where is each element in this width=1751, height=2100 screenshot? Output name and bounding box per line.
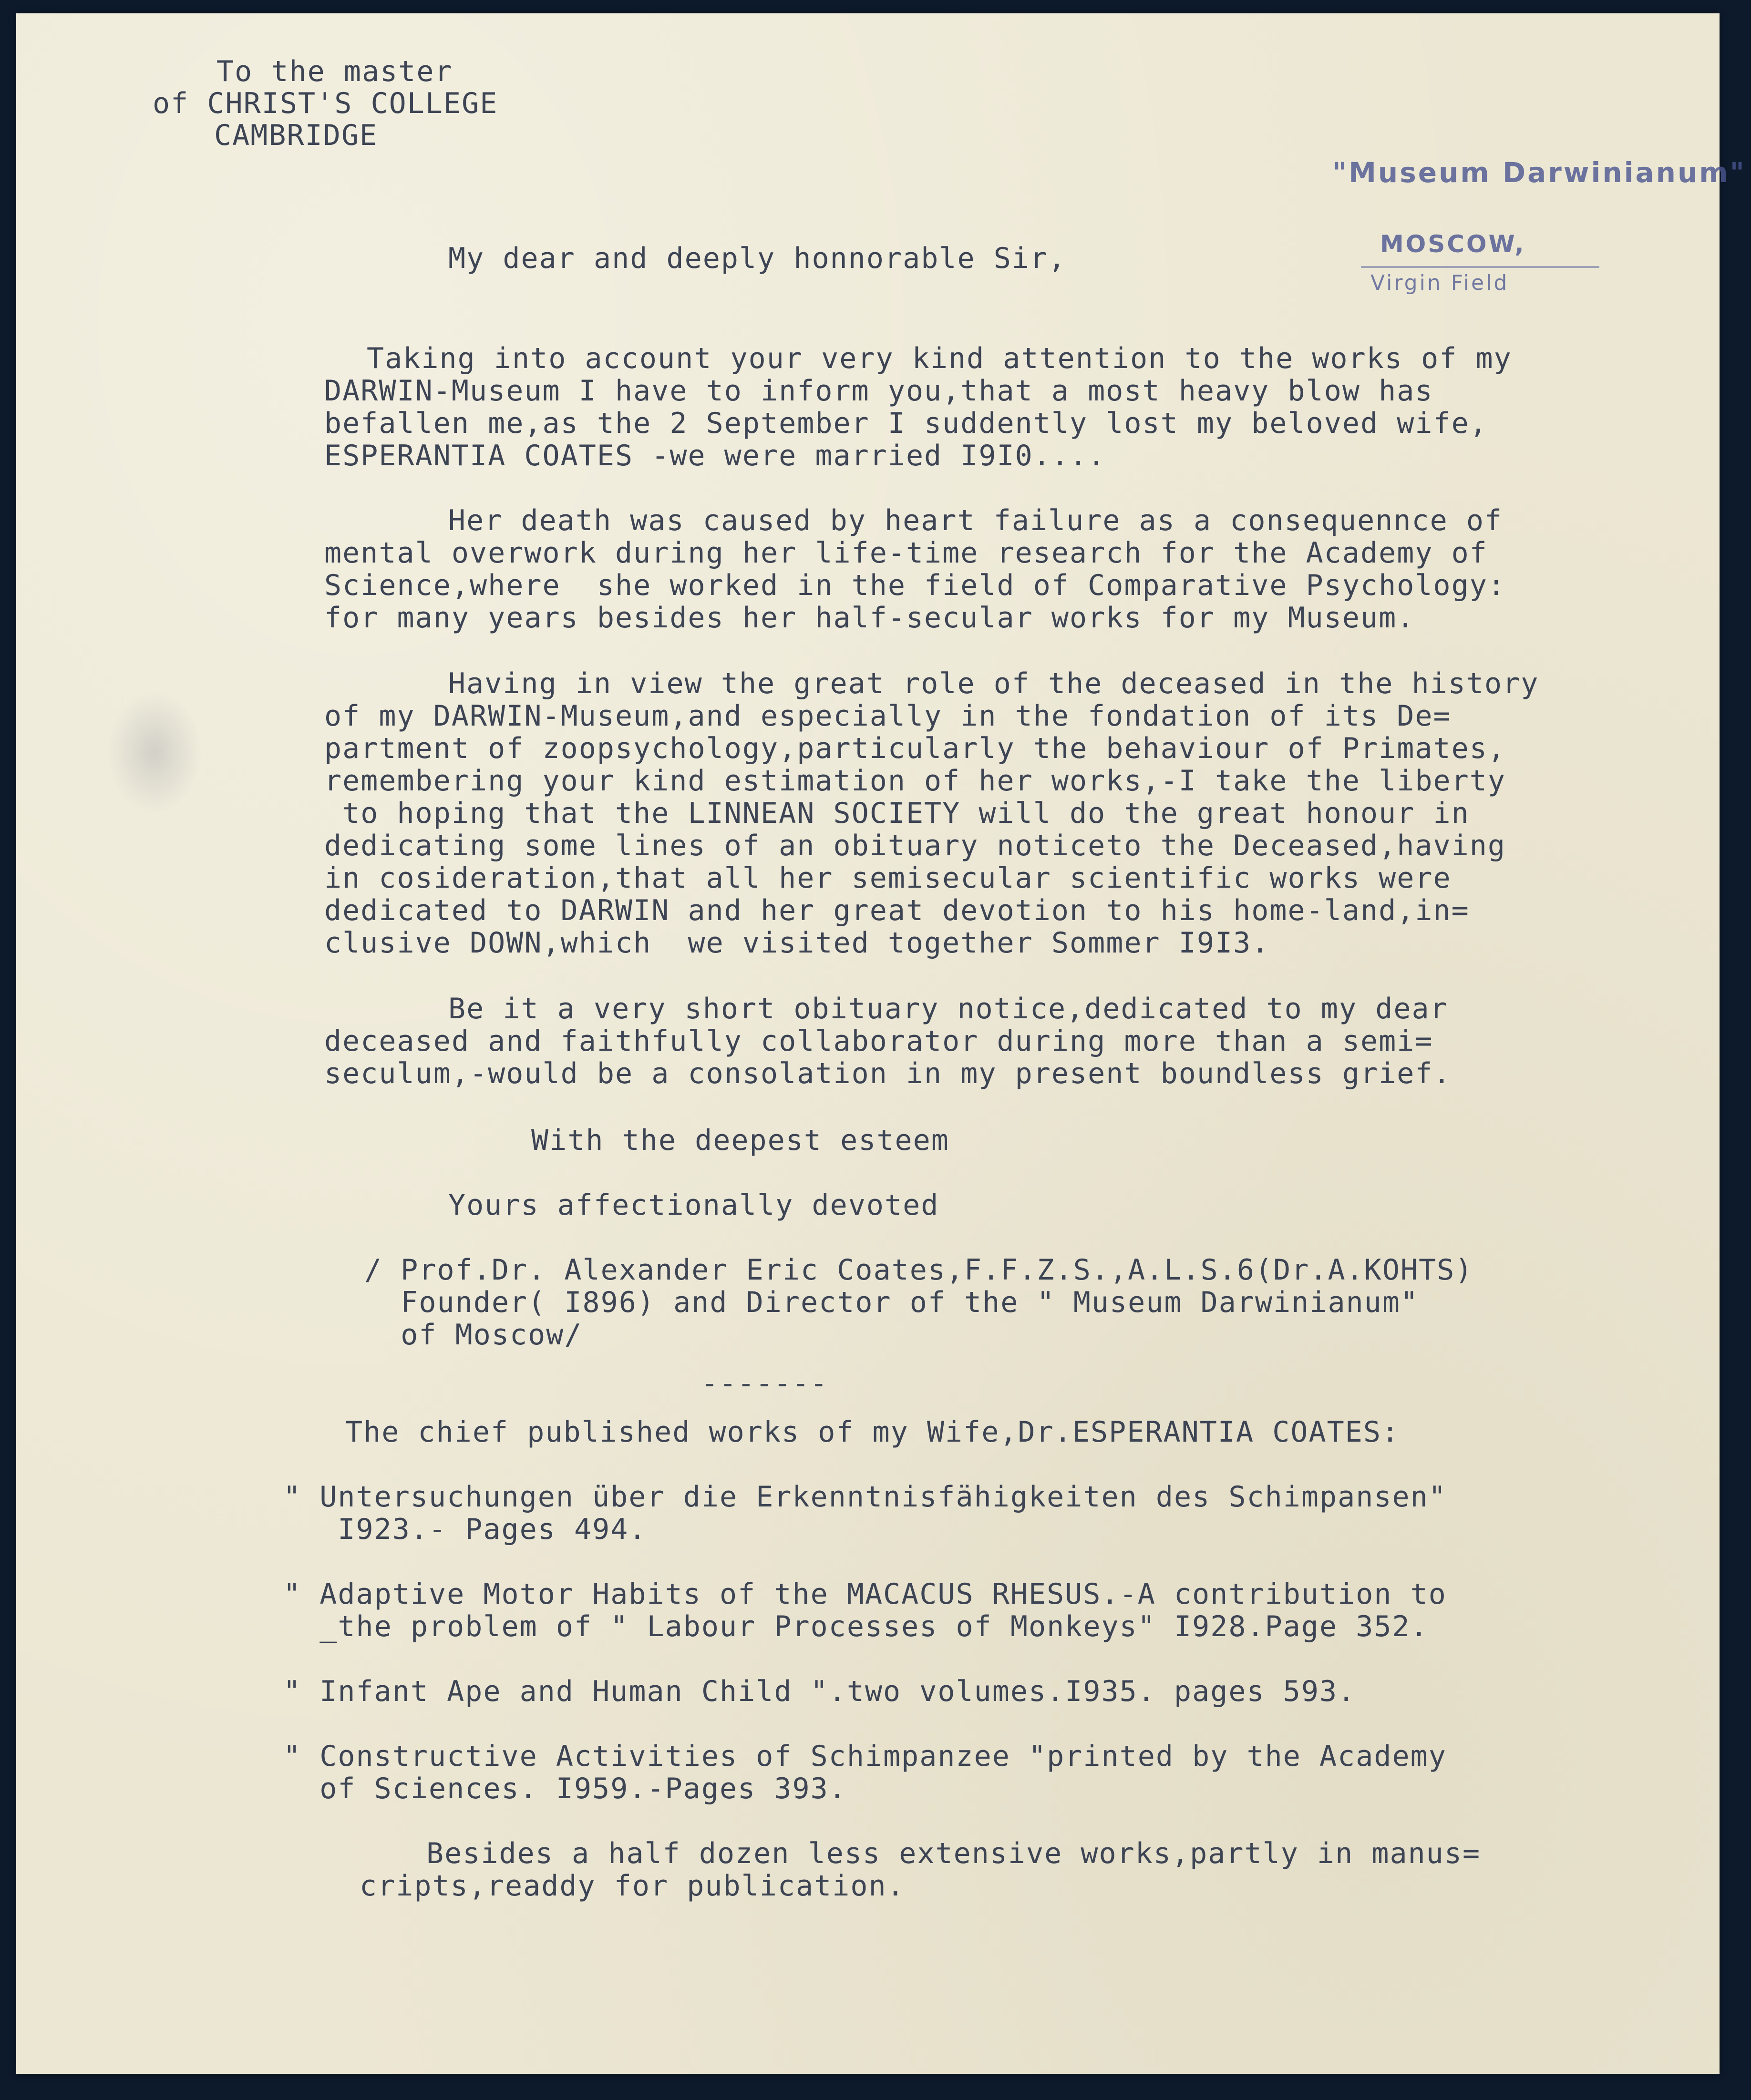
museum-stamp-area: Virgin Field <box>1370 271 1509 295</box>
museum-stamp-city: MOSCOW, <box>1380 230 1526 258</box>
paragraph-2-line: for many years besides her half-secular works for my Museum. <box>324 601 1415 635</box>
work-item-line: _the problem of " Labour Processes of Monkeys" I928.Page 352. <box>283 1610 1429 1643</box>
fingerprint-smudge <box>107 690 202 814</box>
postscript-line: Besides a half dozen less extensive works,partly in manus= <box>426 1837 1481 1870</box>
paragraph-3-line: of my DARWIN-Museum,and especially in the fondation of its De= <box>324 699 1452 733</box>
work-item-line: of Sciences. I959.-Pages 393. <box>283 1772 847 1805</box>
paragraph-2-line: Her death was caused by heart failure as a consequennce of <box>448 504 1503 537</box>
salutation: My dear and deeply honnorable Sir, <box>448 242 1067 275</box>
paragraph-1-line: Taking into account your very kind attention to the works of my <box>367 342 1512 375</box>
museum-stamp-title: "Museum Darwinianum" <box>1332 156 1746 189</box>
work-item-line: " Untersuchungen über die Erkenntnisfähigkeiten des Schimpansen" <box>283 1480 1447 1514</box>
paragraph-4-line: seculum,-would be a consolation in my present boundless grief. <box>324 1057 1452 1090</box>
paragraph-3-line: clusive DOWN,which we visited together Sommer I9I3. <box>324 926 1270 960</box>
letter-page <box>16 13 1746 2074</box>
signature-line: / Prof.Dr. Alexander Eric Coates,F.F.Z.S.,A.L.S.6(Dr.A.KOHTS) <box>364 1253 1473 1287</box>
paragraph-4-line: deceased and faithfully collaborator during more than a semi= <box>324 1024 1433 1058</box>
recipient-line-3: CAMBRIDGE <box>214 119 378 152</box>
paragraph-3-line: dedicating some lines of an obituary noticeto the Deceased,having <box>324 829 1506 862</box>
museum-stamp-underline <box>1361 266 1599 268</box>
works-heading: The chief published works of my Wife,Dr.ESPERANTIA COATES: <box>345 1415 1400 1449</box>
paragraph-3-line: partment of zoopsychology,particularly the behaviour of Primates, <box>324 732 1506 765</box>
paragraph-4-line: Be it a very short obituary notice,dedicated to my dear <box>448 992 1448 1025</box>
paragraph-3-line: dedicated to DARWIN and her great devotion to his home-land,in= <box>324 894 1470 927</box>
paragraph-1-line: befallen me,as the 2 September I suddently lost my beloved wife, <box>324 407 1488 440</box>
work-item-line: " Infant Ape and Human Child ".two volumes.I935. pages 593. <box>283 1675 1356 1708</box>
paragraph-1-line: DARWIN-Museum I have to inform you,that a most heavy blow has <box>324 374 1433 408</box>
signature-line: Founder( I896) and Director of the " Museum Darwinianum" <box>364 1286 1419 1319</box>
paragraph-3-line: Having in view the great role of the deceased in the history <box>448 667 1539 700</box>
work-item-line: I923.- Pages 494. <box>283 1513 647 1546</box>
paragraph-3-line: to hoping that the LINNEAN SOCIETY will do the great honour in <box>324 797 1470 830</box>
paragraph-2-line: mental overwork during her life-time research for the Academy of <box>324 536 1488 570</box>
work-item-line: " Adaptive Motor Habits of the MACACUS RHESUS.-A contribution to <box>283 1578 1447 1611</box>
paragraph-2-line: Science,where she worked in the field of Comparative Psychology: <box>324 569 1506 602</box>
paragraph-1-line: ESPERANTIA COATES -we were married I9I0.... <box>324 439 1106 472</box>
closing-devoted: Yours affectionally devoted <box>448 1188 939 1222</box>
paragraph-3-line: in cosideration,that all her semisecular scientific works were <box>324 861 1452 895</box>
closing-esteem: With the deepest esteem <box>531 1124 949 1157</box>
recipient-line-1: To the master <box>216 55 453 88</box>
recipient-line-2: of CHRIST'S COLLEGE <box>153 87 498 120</box>
work-item-line: " Constructive Activities of Schimpanzee "printed by the Academy <box>283 1740 1447 1773</box>
postscript-line: cripts,readdy for publication. <box>360 1869 905 1903</box>
separator-dashes: ------- <box>701 1367 828 1400</box>
paragraph-3-line: remembering your kind estimation of her works,-I take the liberty <box>324 764 1506 798</box>
signature-line: of Moscow/ <box>364 1318 583 1352</box>
